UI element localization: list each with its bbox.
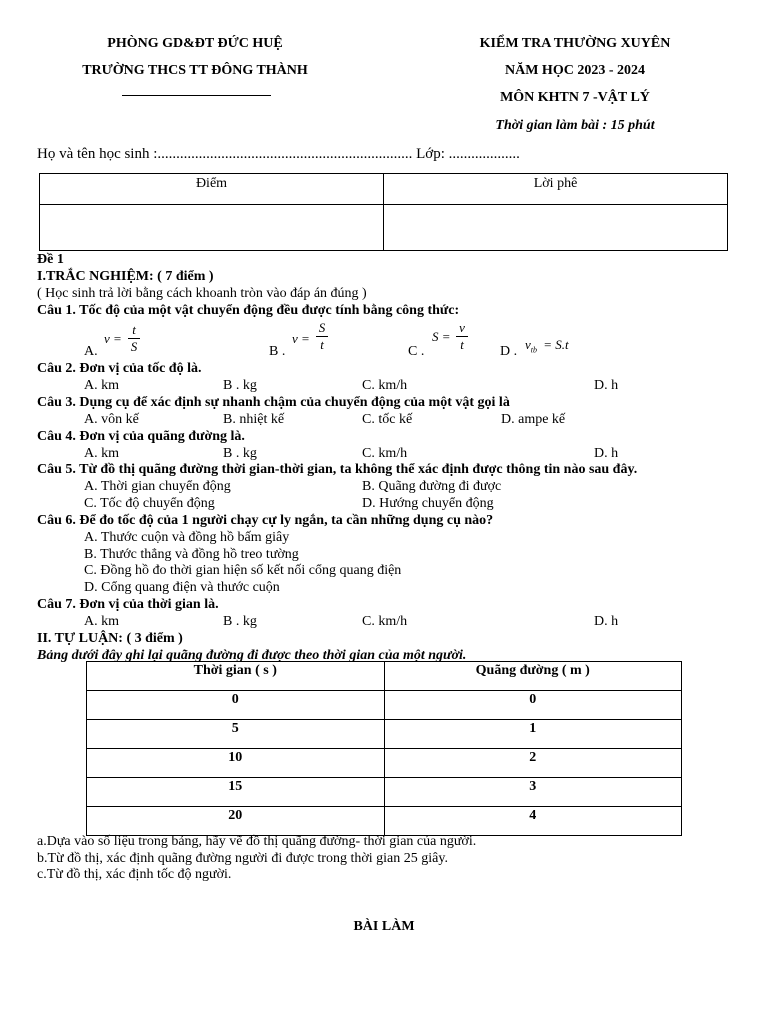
q5-option-b[interactable]: B. Quãng đường đi được bbox=[362, 479, 502, 494]
q1-option-b[interactable]: B . bbox=[269, 344, 286, 359]
school-name: TRƯỜNG THCS TT ĐÔNG THÀNH bbox=[82, 63, 308, 78]
time-cell: 0 bbox=[87, 691, 385, 720]
question-c: c.Từ đồ thị, xác định tốc độ người. bbox=[37, 867, 232, 882]
distance-cell: 0 bbox=[384, 691, 682, 720]
q7-option-c[interactable]: C. km/h bbox=[362, 614, 408, 629]
q2-option-a[interactable]: A. km bbox=[84, 378, 119, 393]
score-cell[interactable] bbox=[40, 205, 384, 251]
q6-option-d[interactable]: D. Cổng quang điện và thước cuộn bbox=[84, 580, 280, 595]
table-row bbox=[87, 691, 682, 720]
distance-time-table bbox=[86, 661, 682, 836]
q2-option-c[interactable]: C. km/h bbox=[362, 378, 408, 393]
part1-title: I.TRẮC NGHIỆM: ( 7 điểm ) bbox=[37, 269, 214, 284]
time-limit: Thời gian làm bài : 15 phút bbox=[495, 118, 655, 133]
time-cell: 20 bbox=[87, 807, 385, 836]
part1-instruction: ( Học sinh trả lời bằng cách khoanh tròn vào đáp án đúng ) bbox=[37, 286, 367, 301]
q3-option-a[interactable]: A. vôn kế bbox=[84, 412, 139, 427]
q7-text: Câu 7. Đơn vị của thời gian là. bbox=[37, 597, 219, 612]
q3-option-d[interactable]: D. ampe kế bbox=[501, 412, 566, 427]
question-a: a.Dựa vào số liệu trong bảng, hãy vẽ đồ thị quãng đường- thời gian của người. bbox=[37, 834, 477, 849]
student-info-line[interactable]: Họ và tên học sinh :.................................................................... Lớp: ................... bbox=[37, 146, 520, 162]
q1-option-a[interactable]: A. bbox=[84, 344, 98, 359]
q5-option-a[interactable]: A. Thời gian chuyển động bbox=[84, 479, 231, 494]
part2-intro: Bảng dưới đây ghi lại quãng đường đi được theo thời gian của một người. bbox=[37, 648, 467, 663]
q4-option-d[interactable]: D. h bbox=[594, 446, 619, 461]
q2-text: Câu 2. Đơn vị của tốc độ là. bbox=[37, 361, 202, 376]
distance-cell: 4 bbox=[384, 807, 682, 836]
q4-option-a[interactable]: A. km bbox=[84, 446, 119, 461]
q4-option-b[interactable]: B . kg bbox=[223, 446, 257, 461]
answer-section-title: BÀI LÀM bbox=[353, 919, 415, 934]
distance-cell: 1 bbox=[384, 720, 682, 749]
q5-option-c[interactable]: C. Tốc độ chuyển động bbox=[84, 496, 215, 511]
q6-option-a[interactable]: A. Thước cuộn và đồng hồ bấm giây bbox=[84, 530, 290, 545]
q4-text: Câu 4. Đơn vị của quãng đường là. bbox=[37, 429, 245, 444]
question-b: b.Từ đồ thị, xác định quãng đường người đi được trong thời gian 25 giây. bbox=[37, 851, 448, 866]
part2-title: II. TỰ LUẬN: ( 3 điểm ) bbox=[37, 631, 183, 646]
table-row bbox=[87, 778, 682, 807]
distance-cell: 2 bbox=[384, 749, 682, 778]
time-cell: 10 bbox=[87, 749, 385, 778]
q7-option-b[interactable]: B . kg bbox=[223, 614, 257, 629]
q6-option-b[interactable]: B. Thước thẳng và đồng hồ treo tường bbox=[84, 547, 299, 562]
q6-text: Câu 6. Để đo tốc độ của 1 người chạy cự ly ngắn, ta cần những dụng cụ nào? bbox=[37, 513, 494, 528]
comment-cell[interactable] bbox=[384, 205, 728, 251]
q7-option-a[interactable]: A. km bbox=[84, 614, 119, 629]
table-header-time: Thời gian ( s ) bbox=[87, 662, 385, 691]
grade-table bbox=[39, 173, 728, 251]
q1-text: Câu 1. Tốc độ của một vật chuyển động đều được tính bằng công thức: bbox=[37, 303, 460, 318]
q2-option-b[interactable]: B . kg bbox=[223, 378, 257, 393]
table-header-distance: Quãng đường ( m ) bbox=[384, 662, 682, 691]
q5-text: Câu 5. Từ đồ thị quãng đường thời gian-thời gian, ta không thể xác định được thông tin nào sau đây. bbox=[37, 462, 638, 477]
school-department: PHÒNG GD&ĐT ĐỨC HUỆ bbox=[107, 36, 283, 51]
distance-cell: 3 bbox=[384, 778, 682, 807]
q7-option-d[interactable]: D. h bbox=[594, 614, 619, 629]
header-divider bbox=[122, 95, 271, 96]
school-year: NĂM HỌC 2023 - 2024 bbox=[505, 63, 645, 78]
q3-option-c[interactable]: C. tốc kế bbox=[362, 412, 413, 427]
subject: MÔN KHTN 7 -VẬT LÝ bbox=[500, 90, 650, 105]
time-cell: 5 bbox=[87, 720, 385, 749]
q5-option-d[interactable]: D. Hướng chuyển động bbox=[362, 496, 494, 511]
exam-code: Đề 1 bbox=[37, 252, 64, 267]
q3-option-b[interactable]: B. nhiệt kế bbox=[223, 412, 285, 427]
exam-type: KIỂM TRA THƯỜNG XUYÊN bbox=[479, 36, 671, 51]
q6-option-c[interactable]: C. Đồng hồ đo thời gian hiện số kết nối cổng quang điện bbox=[84, 563, 402, 578]
time-cell: 15 bbox=[87, 778, 385, 807]
q1-option-d[interactable]: D . bbox=[500, 344, 518, 359]
q1-formula-d: $v_{tb} = S.t$ bbox=[525, 337, 569, 355]
table-row bbox=[87, 749, 682, 778]
grade-header-comment: Lời phê bbox=[384, 174, 728, 205]
grade-header-score: Điểm bbox=[40, 174, 384, 205]
table-row bbox=[87, 720, 682, 749]
q2-option-d[interactable]: D. h bbox=[594, 378, 619, 393]
q1-option-c[interactable]: C . bbox=[408, 344, 425, 359]
q4-option-c[interactable]: C. km/h bbox=[362, 446, 408, 461]
table-row bbox=[87, 807, 682, 836]
q3-text: Câu 3. Dụng cụ để xác định sự nhanh chậm của chuyển động của một vật gọi là bbox=[37, 395, 510, 410]
